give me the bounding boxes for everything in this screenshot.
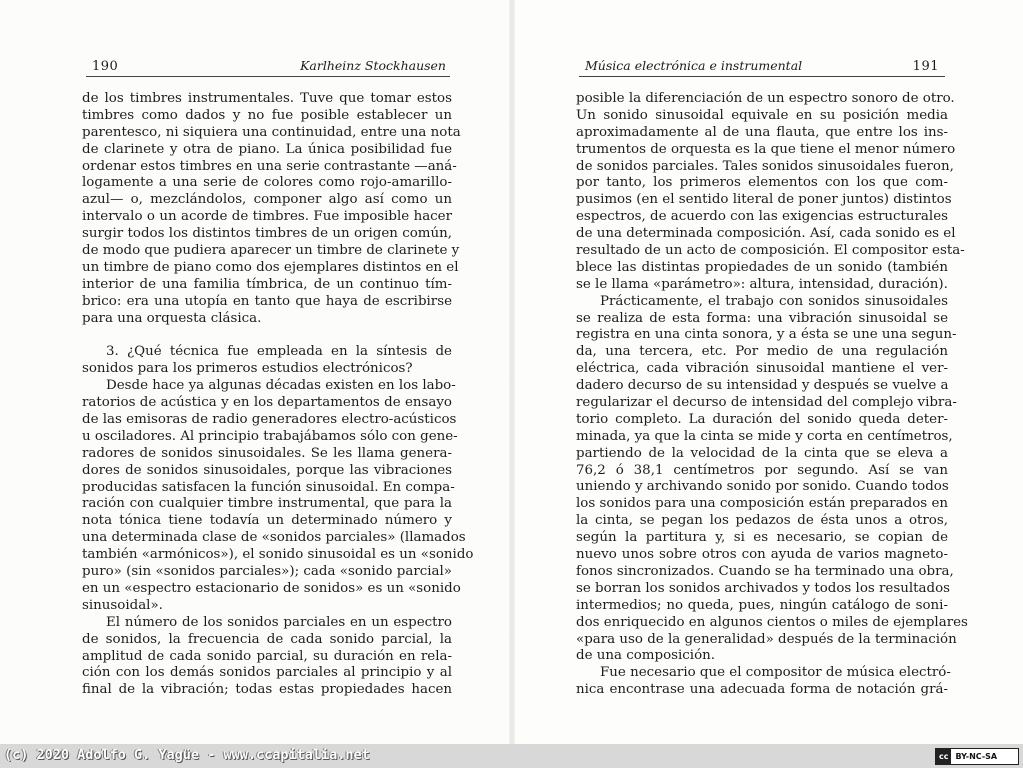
text-line: una determinada clase de «sonidos parciales» (llamados: [82, 530, 466, 546]
text-line: espectros, de acuerdo con las exigencias estructurales: [576, 209, 948, 225]
text-line: brico: era una utopía en tanto que haya de escribirse: [82, 293, 452, 309]
text-line: los sonidos para una composición están preparados en: [576, 496, 948, 512]
text-line: nica encontrase una adecuada forma de notación grá-: [576, 682, 948, 698]
text-line: Prácticamente, el trabajo con sonidos sinusoidales: [600, 293, 948, 309]
text-line: u osciladores. Al principio trabajábamos sólo con gene-: [82, 428, 458, 444]
text-line: pusimos (en el sentido literal de poner juntos) distintos: [576, 192, 952, 208]
text-line: torio completo. La duración del sonido queda deter-: [576, 411, 948, 427]
text-line: intermedios; no queda, pues, ningún catálogo de soni-: [576, 597, 948, 613]
running-head: Karlheinz Stockhausen: [300, 58, 446, 73]
text-line: puro» (sin «sonidos parciales»); cada «sonido parcial»: [82, 564, 452, 580]
text-line: de las emisoras de radio generadores electro-acústicos: [82, 412, 457, 428]
text-line: Fue necesario que el compositor de música electró-: [600, 665, 951, 681]
license-label: BY-NC-SA: [955, 752, 998, 761]
text-line: la cinta, se pegan los pedazos de ésta unos a otros,: [576, 513, 948, 529]
text-line: surgir todos los distintos timbres de un origen común,: [82, 226, 452, 242]
text-line: partiendo de la velocidad de la cinta que se eleva a: [576, 445, 948, 461]
text-line: intervalo o un acorde de timbres. Fue imposible hacer: [82, 209, 452, 225]
text-line: según la partitura y, si es necesario, se copian de: [576, 530, 948, 546]
text-line: regularizar el decurso de intensidad del complejo vibra-: [576, 395, 957, 411]
text-line: dadero decurso de su intensidad y después se vuelve a: [576, 378, 949, 394]
text-line: también «armónicos»), el sonido sinusoidal es un «sonido: [82, 547, 474, 563]
text-line: azul— o, mezclándolos, componer algo así como un: [82, 192, 452, 208]
text-line: un timbre de piano como dos ejemplares distintos en el: [82, 259, 459, 275]
text-line: sinusoidal».: [82, 597, 163, 613]
text-line: 76,2 ó 38,1 centímetros por segundo. Así se van: [576, 462, 948, 478]
text-line: dores de sonidos sinusoidales, porque las vibraciones: [82, 462, 452, 478]
text-line: Un sonido sinusoidal equivale en su posición media: [576, 107, 948, 123]
text-line: por tanto, los primeros elementos con los que com-: [576, 175, 948, 191]
text-line: de clarinete y otra de piano. La única posibilidad fue: [82, 141, 452, 157]
text-line: final de la vibración; todas estas propiedades hacen: [82, 682, 452, 698]
text-line: interior de una familia tímbrica, de un continuo tím-: [82, 276, 452, 292]
text-line: logamente a una serie de colores como rojo-amarillo-: [82, 175, 452, 191]
text-line: de modo que pudiera aparecer un timbre de clarinete y: [82, 243, 460, 259]
left-page-body: [82, 91, 474, 699]
page-number: 190: [92, 59, 119, 74]
text-line: de una determinada composición. Así, cada sonido es el: [576, 226, 956, 242]
text-line: blece las distintas propiedades de un sonido (también: [576, 259, 948, 275]
text-line: se borran los sonidos archivados y todos los resultados: [576, 580, 951, 596]
text-line: de los timbres instrumentales. Tuve que tomar estos: [82, 91, 452, 106]
text-line: de sonidos parciales. Tales sonidos sinusoidales fueron,: [576, 158, 954, 174]
text-line: trumentos de orquesta es la que tiene el menor número: [576, 141, 956, 157]
text-line: timbres como dados y no fue posible establecer un: [82, 107, 452, 123]
text-line: en un «espectro estacionario de sonidos» es un «sonido: [82, 580, 461, 596]
right-page: [512, 0, 1023, 744]
text-line: nuevo unos sobre otros con ayuda de varios magneto-: [576, 547, 948, 563]
text-line: ración con cualquier timbre instrumental, que para la: [82, 496, 452, 512]
text-line: radores de sonidos sinusoidales. Se les llama genera-: [82, 445, 452, 461]
cc-license-badge[interactable]: [935, 748, 1019, 765]
right-page-header: [579, 58, 945, 77]
text-line: de sonidos, la frecuencia de cada sonido parcial, la: [82, 631, 452, 647]
text-line: da, una tercera, etc. Por medio de una regulación: [576, 344, 948, 360]
running-head: Música electrónica e instrumental: [585, 58, 803, 73]
text-line: resultado de un acto de composición. El compositor esta-: [576, 243, 965, 259]
text-line: minada, ya que la cinta se mide y corta en centímetros,: [576, 428, 953, 444]
text-line: para una orquesta clásica.: [82, 310, 262, 326]
right-page-body: [576, 91, 968, 699]
page-number: 191: [912, 59, 939, 74]
question-heading: 3. ¿Qué técnica fue empleada en la síntesis de: [106, 344, 452, 360]
footer-bar: [0, 744, 1023, 768]
text-line: El número de los sonidos parciales en un espectro: [106, 614, 452, 630]
text-line: «para uso de la generalidad» después de la terminación: [576, 631, 957, 647]
paragraph-gap: [82, 327, 452, 344]
text-line: amplitud de cada sonido parcial, su duración en rela-: [82, 648, 452, 664]
text-line: fonos sincronizados. Cuando se ha terminado una obra,: [576, 563, 954, 579]
text-line: nota tónica tiene todavía un determinado número y: [82, 513, 452, 529]
text-line: Desde hace ya algunas décadas existen en los labo-: [106, 378, 456, 394]
text-line: ción con los demás sonidos parciales al principio y al: [82, 665, 452, 681]
text-line: aproximadamente al de una flauta, que entre los ins-: [576, 124, 948, 140]
text-line: dos enriquecido en algunos cientos o miles de ejemplares: [576, 614, 968, 630]
left-page-header: [86, 58, 450, 77]
cc-icon: cc: [936, 749, 951, 764]
question-heading: sonidos para los primeros estudios electrónicos?: [82, 361, 413, 377]
text-line: producidas satisfacen la función sinusoidal. En compa-: [82, 479, 455, 495]
text-line: de una composición.: [576, 648, 716, 664]
text-line: se realiza de esta forma: una vibración sinusoidal se: [576, 310, 948, 326]
text-line: ordenar estos timbres en una serie contrastante —aná-: [82, 158, 457, 174]
text-line: uniendo y archivando sonido por sonido. Cuando todos: [576, 479, 949, 495]
text-line: ratorios de acústica y en los departamentos de ensayo: [82, 395, 452, 411]
copyright-notice: (c) 2020 Adolfo G. Yagüe - www.ccapitalia.net: [4, 747, 370, 763]
left-page: [0, 0, 512, 744]
text-line: eléctrica, cada vibración sinusoidal mantiene el ver-: [576, 361, 948, 377]
text-line: parentesco, ni siquiera una continuidad, entre una nota: [82, 124, 461, 140]
text-line: se le llama «parámetro»: altura, intensidad, duración).: [576, 276, 948, 292]
text-line: registra en una cinta sonora, y a ésta se une una segun-: [576, 327, 957, 343]
text-line: posible la diferenciación de un espectro sonoro de otro.: [576, 91, 955, 106]
book-gutter: [509, 0, 515, 744]
